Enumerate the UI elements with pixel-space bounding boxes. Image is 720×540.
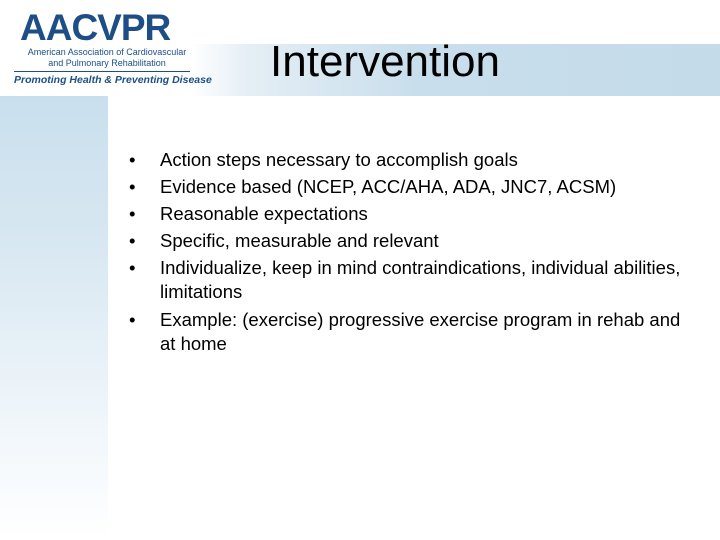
left-accent-band [0, 96, 108, 540]
bullet-item [126, 175, 696, 199]
logo-subtitle-line-2: and Pulmonary Rehabilitation [48, 58, 166, 68]
logo-tagline: Promoting Health & Preventing Disease [14, 74, 212, 86]
bullet-text: Evidence based (NCEP, ACC/AHA, ADA, JNC7, ACSM) [160, 176, 617, 197]
logo-subtitle [18, 47, 196, 69]
bullet-item [126, 202, 696, 226]
bullet-item [126, 148, 696, 172]
aacvpr-logo [14, 7, 212, 92]
bullet-list [126, 148, 696, 360]
bullet-marker: • [129, 230, 136, 251]
bullet-text: Reasonable expectations [160, 203, 368, 224]
logo-wordmark: AACVPR [20, 7, 171, 48]
logo-divider [14, 71, 190, 72]
bullet-item [126, 229, 696, 253]
bullet-marker: • [129, 257, 136, 278]
bullet-marker: • [129, 149, 136, 170]
bullet-marker: • [129, 176, 136, 197]
bullet-marker: • [129, 203, 136, 224]
bullet-text: Specific, measurable and relevant [160, 230, 439, 251]
bullet-marker: • [129, 309, 136, 330]
bullet-item [126, 308, 696, 356]
bullet-text: Example: (exercise) progressive exercise program in rehab and at home [160, 309, 681, 354]
bullet-item [126, 256, 696, 304]
slide-title: Intervention [270, 37, 500, 86]
bullet-text: Individualize, keep in mind contraindications, individual abilities, limitations [160, 257, 681, 302]
bullet-text: Action steps necessary to accomplish goals [160, 149, 518, 170]
logo-subtitle-line-1: American Association of Cardiovascular [27, 47, 187, 57]
